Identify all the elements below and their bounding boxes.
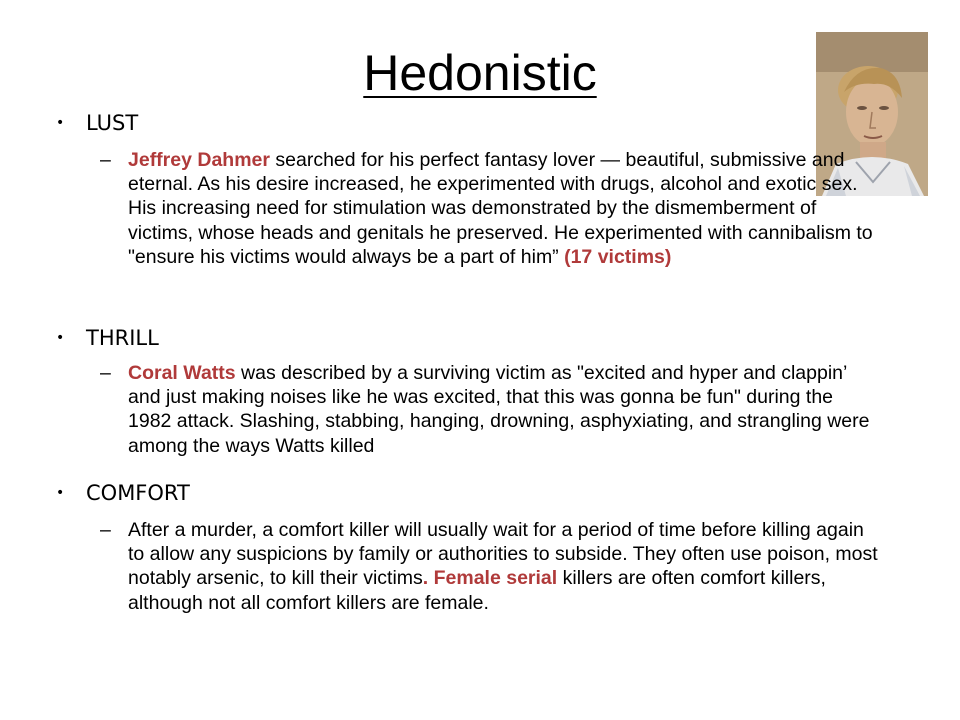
highlight-name: Coral Watts	[128, 362, 236, 384]
bullet-heading: COMFORT	[86, 481, 190, 505]
body-text: After a murder, a comfort killer will usually wait for a period of time before killing again to allow any suspicions by family or authorities to subside. They often use poison, most notably arsenic, to kill their victims	[128, 519, 878, 590]
body-text: was described by a surviving victim as "excited and hyper and clappin’ and just making noises like he was excited, that this was gonna be fun" during the 1982 attack. Slashing, stabbing, hanging, drowning, asphyxiating, and strangling were among the ways Watts killed	[128, 362, 870, 457]
bullet-thrill	[56, 325, 159, 351]
bullet-dot-icon: •	[56, 330, 65, 346]
comfort-description	[100, 518, 880, 615]
bullet-comfort	[56, 480, 190, 506]
dash-marker: –	[100, 519, 111, 541]
slide-title: Hedonistic	[363, 45, 597, 101]
comfort-text	[128, 518, 880, 615]
highlight-victims: (17 victims)	[564, 245, 672, 268]
lust-text	[128, 148, 880, 269]
bullet-heading: LUST	[86, 111, 139, 135]
bullet-dot-icon: •	[56, 115, 65, 131]
body-text: killers are often comfort killers, although not all comfort killers are female.	[128, 567, 826, 614]
highlight-female-serial: . Female serial	[422, 567, 558, 590]
bullet-lust	[56, 110, 138, 136]
thrill-description	[100, 361, 880, 458]
bullet-heading: THRILL	[86, 326, 159, 350]
highlight-name: Jeffrey Dahmer	[128, 149, 270, 171]
dash-marker: –	[100, 149, 111, 171]
thrill-text	[128, 361, 880, 458]
bullet-dot-icon: •	[56, 485, 65, 501]
lust-description	[100, 148, 880, 269]
body-text: searched for his perfect fantasy lover — beautiful, submissive and eternal. As his desire increased, he experimented with drugs, alcohol and exotic sex. His increasing need for stimulation was demonstrated by the dismemberment of victims, whose heads and genitals he preserved. He experimented with cannibalism to "ensure his victims would always be a part of him”	[128, 149, 873, 268]
dash-marker: –	[100, 362, 111, 384]
